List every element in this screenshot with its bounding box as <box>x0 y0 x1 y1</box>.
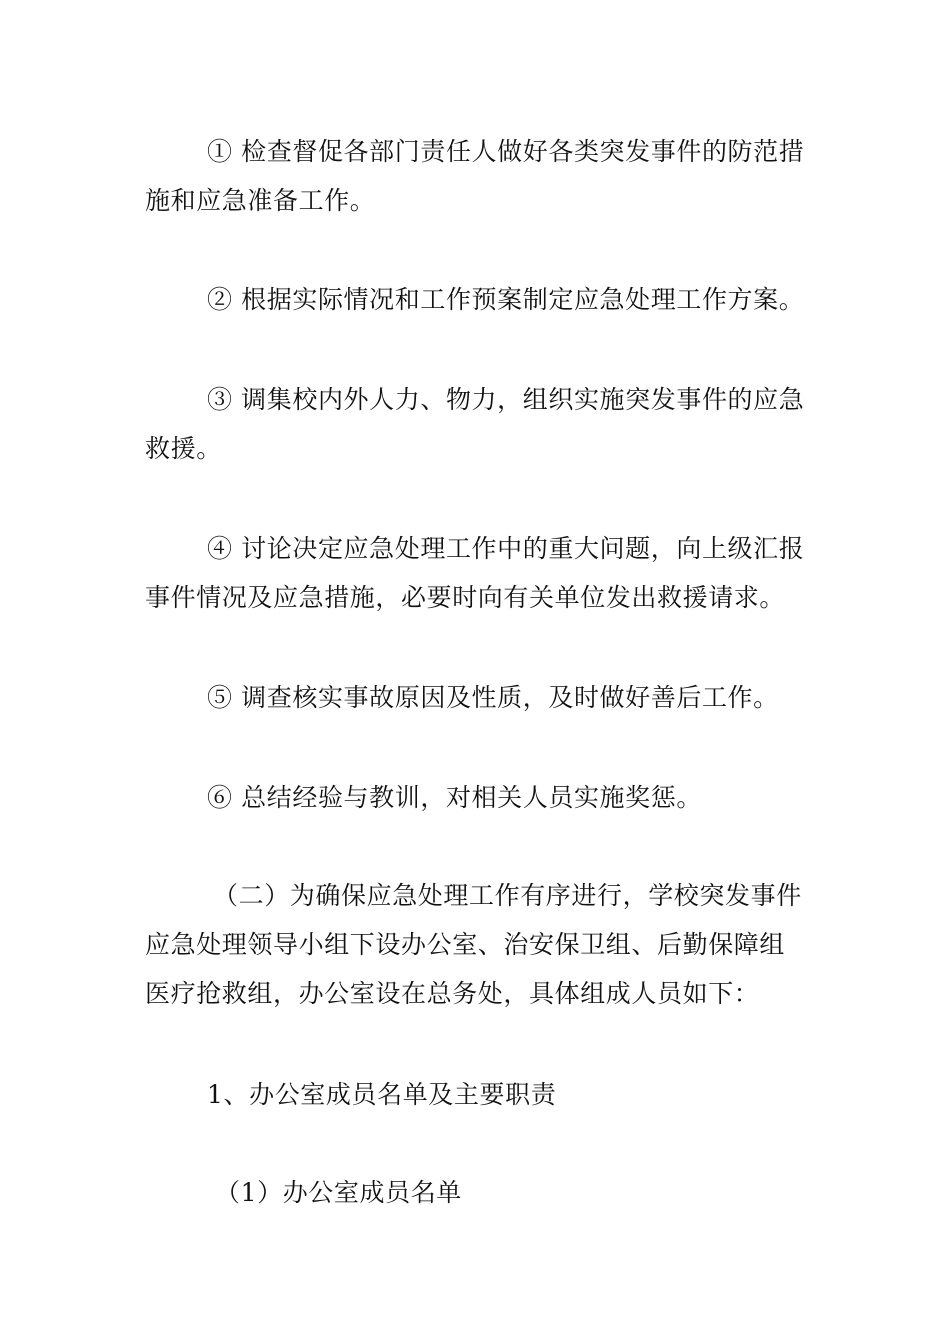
heading-office-members: 1、办公室成员名单及主要职责 <box>207 1080 557 1109</box>
paragraph-section-two: （二）为确保应急处理工作有序进行，学校突发事件应急处理领导小组下设办公室、治安保卫组、后勤保障组医疗抢救组，办公室设在总务处，具体组成人员如下： <box>145 881 802 1008</box>
subheading-office-list: （1）办公室成员名单 <box>215 1178 462 1207</box>
paragraph-duty-3: ③ 调集校内外人力、物力，组织实施突发事件的应急救援。 <box>145 385 805 463</box>
paragraph-duty-1: ① 检查督促各部门责任人做好各类突发事件的防范措施和应急准备工作。 <box>145 137 805 215</box>
paragraph-duty-5: ⑤ 调查核实事故原因及性质，及时做好善后工作。 <box>207 683 779 712</box>
paragraph-duty-6: ⑥ 总结经验与教训，对相关人员实施奖惩。 <box>207 783 702 812</box>
paragraph-duty-2: ② 根据实际情况和工作预案制定应急处理工作方案。 <box>207 285 805 314</box>
paragraph-duty-4: ④ 讨论决定应急处理工作中的重大问题，向上级汇报事件情况及应急措施，必要时向有关单位发出救援请求。 <box>145 534 805 612</box>
